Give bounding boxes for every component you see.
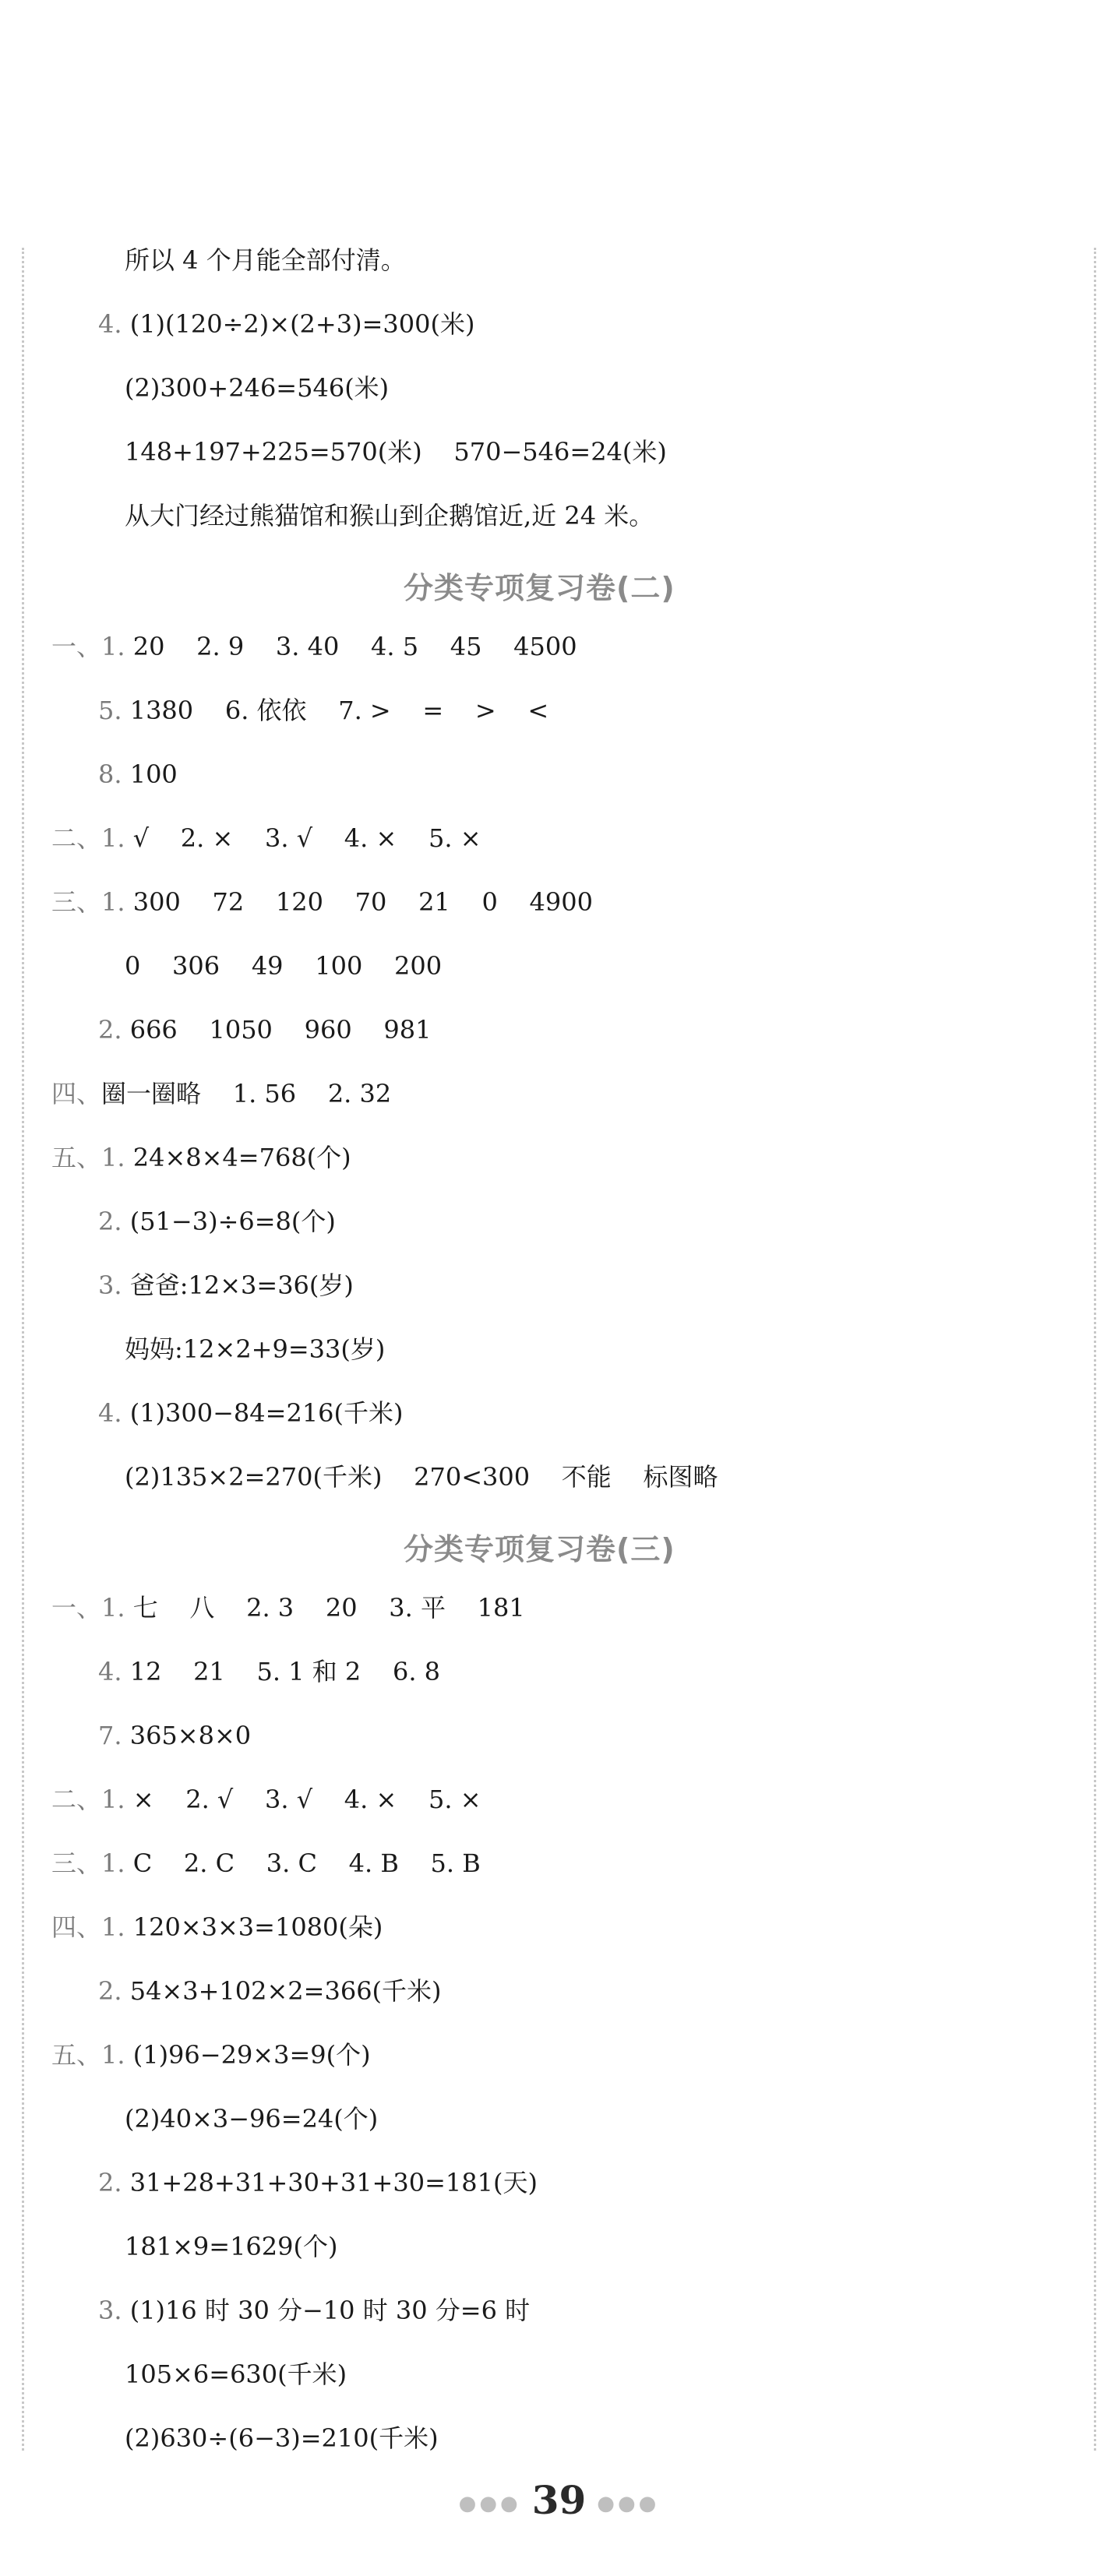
answer-text: 爸爸:12×3=36(岁) (129, 1270, 354, 1300)
answer-text: (2)300+246=546(米) (125, 373, 390, 403)
page-edge-right (1094, 248, 1096, 2451)
answer-line (98, 2295, 530, 2326)
item-number: 4. (98, 1398, 130, 1428)
page-number: 39 (531, 2477, 587, 2523)
answer-line (125, 1461, 718, 1492)
answer-line (98, 695, 548, 726)
item-number: 四、 (51, 1079, 102, 1108)
answer-text: 148+197+225=570(米) 570−546=24(米) (125, 437, 667, 467)
item-number: 二、1. (51, 823, 133, 853)
answer-line (98, 1397, 404, 1429)
answer-line (51, 1592, 525, 1623)
answer-line (51, 1848, 481, 1879)
footer-right-dots: ●●● (597, 2492, 660, 2515)
item-number: 4. (98, 309, 130, 339)
answer-text: 120×3×3=1080(朵) (132, 1912, 383, 1942)
answer-text: 31+28+31+30+31+30=181(天) (129, 2168, 538, 2197)
item-number: 4. (98, 1657, 130, 1686)
answer-text: (1)300−84=216(千米) (129, 1398, 404, 1428)
answer-line (51, 1784, 481, 1815)
answer-line (51, 823, 481, 854)
answer-line (98, 1270, 354, 1301)
answer-line (98, 308, 474, 340)
answer-text: 181×9=1629(个) (125, 2232, 338, 2261)
answer-text: 12 21 5. 1 和 2 6. 8 (129, 1657, 441, 1686)
item-number: 3. (98, 2296, 130, 2325)
answer-line (125, 1334, 385, 1365)
answer-text: √ 2. × 3. √ 4. × 5. × (132, 823, 481, 853)
answer-text: 所以 4 个月能全部付清。 (125, 245, 406, 275)
item-number: 3. (98, 1270, 130, 1300)
item-number: 一、1. (51, 1593, 133, 1623)
answer-text: 20 2. 9 3. 40 4. 5 45 4500 (132, 632, 577, 661)
answer-text: 圈一圈略 1. 56 2. 32 (101, 1079, 392, 1108)
page-footer (0, 2477, 1118, 2523)
section-heading: 分类专项复习卷(三) (404, 1532, 675, 1566)
answer-line (125, 2231, 337, 2262)
answer-text: 0 306 49 100 200 (125, 951, 443, 981)
item-number: 2. (98, 1207, 130, 1236)
answer-text: 1380 6. 依依 7. > = > < (129, 696, 549, 725)
answer-line (51, 1912, 383, 1943)
answer-line (98, 1206, 336, 1237)
answer-line (98, 1975, 442, 2007)
item-number: 二、1. (51, 1785, 133, 1814)
answer-text: 365×8×0 (129, 1721, 252, 1750)
answer-text: 七 八 2. 3 20 3. 平 181 (132, 1593, 525, 1623)
answer-text: 666 1050 960 981 (129, 1015, 432, 1045)
answer-text: (2)40×3−96=24(个) (125, 2104, 379, 2134)
answer-line (51, 1142, 351, 1173)
answer-line (125, 2103, 378, 2134)
answer-text: 54×3+102×2=366(千米) (129, 1976, 442, 2006)
answer-line (98, 2167, 538, 2198)
answer-text: (2)630÷(6−3)=210(千米) (125, 2423, 439, 2453)
answer-line (51, 2039, 371, 2070)
item-number: 7. (98, 1721, 130, 1750)
item-number: 2. (98, 1976, 130, 2006)
answer-text: 从大门经过熊猫馆和猴山到企鹅馆近,近 24 米。 (125, 501, 654, 530)
answer-line (125, 500, 654, 531)
answer-line (125, 372, 389, 403)
answer-line (98, 759, 178, 790)
answer-text: 100 (129, 759, 178, 789)
answer-line (51, 1078, 391, 1109)
answer-line (125, 2359, 347, 2390)
page-edge-left (22, 248, 24, 2451)
item-number: 2. (98, 2168, 130, 2197)
answer-line (125, 245, 406, 276)
answer-line (98, 1720, 251, 1751)
answer-text: 妈妈:12×2+9=33(岁) (125, 1334, 386, 1364)
answer-line (125, 950, 442, 981)
item-number: 五、1. (51, 2040, 133, 2070)
footer-left-dots: ●●● (458, 2492, 521, 2515)
item-number: 三、1. (51, 1848, 133, 1878)
answer-text: × 2. √ 3. √ 4. × 5. × (132, 1785, 481, 1814)
answer-line (98, 1014, 431, 1045)
item-number: 2. (98, 1015, 130, 1045)
item-number: 四、1. (51, 1912, 133, 1942)
answer-line (125, 436, 667, 467)
answer-text: 300 72 120 70 21 0 4900 (132, 887, 593, 917)
answer-text: 24×8×4=768(个) (132, 1143, 351, 1172)
section-heading: 分类专项复习卷(二) (404, 571, 675, 605)
answer-text: (1)96−29×3=9(个) (132, 2040, 371, 2070)
item-number: 五、1. (51, 1143, 133, 1172)
answer-text: (1)16 时 30 分−10 时 30 分=6 时 (129, 2296, 531, 2325)
answer-line (51, 886, 593, 918)
item-number: 一、1. (51, 632, 133, 661)
item-number: 8. (98, 759, 130, 789)
answer-line (98, 1656, 440, 1687)
item-number: 三、1. (51, 887, 133, 917)
answer-line (51, 631, 577, 662)
answer-text: (1)(120÷2)×(2+3)=300(米) (129, 309, 475, 339)
answer-line (125, 2423, 439, 2454)
item-number: 5. (98, 696, 130, 725)
answer-text: 105×6=630(千米) (125, 2359, 347, 2389)
answer-text: (2)135×2=270(千米) 270<300 不能 标图略 (125, 1462, 718, 1492)
answer-text: C 2. C 3. C 4. B 5. B (132, 1848, 481, 1878)
answer-text: (51−3)÷6=8(个) (129, 1207, 336, 1236)
